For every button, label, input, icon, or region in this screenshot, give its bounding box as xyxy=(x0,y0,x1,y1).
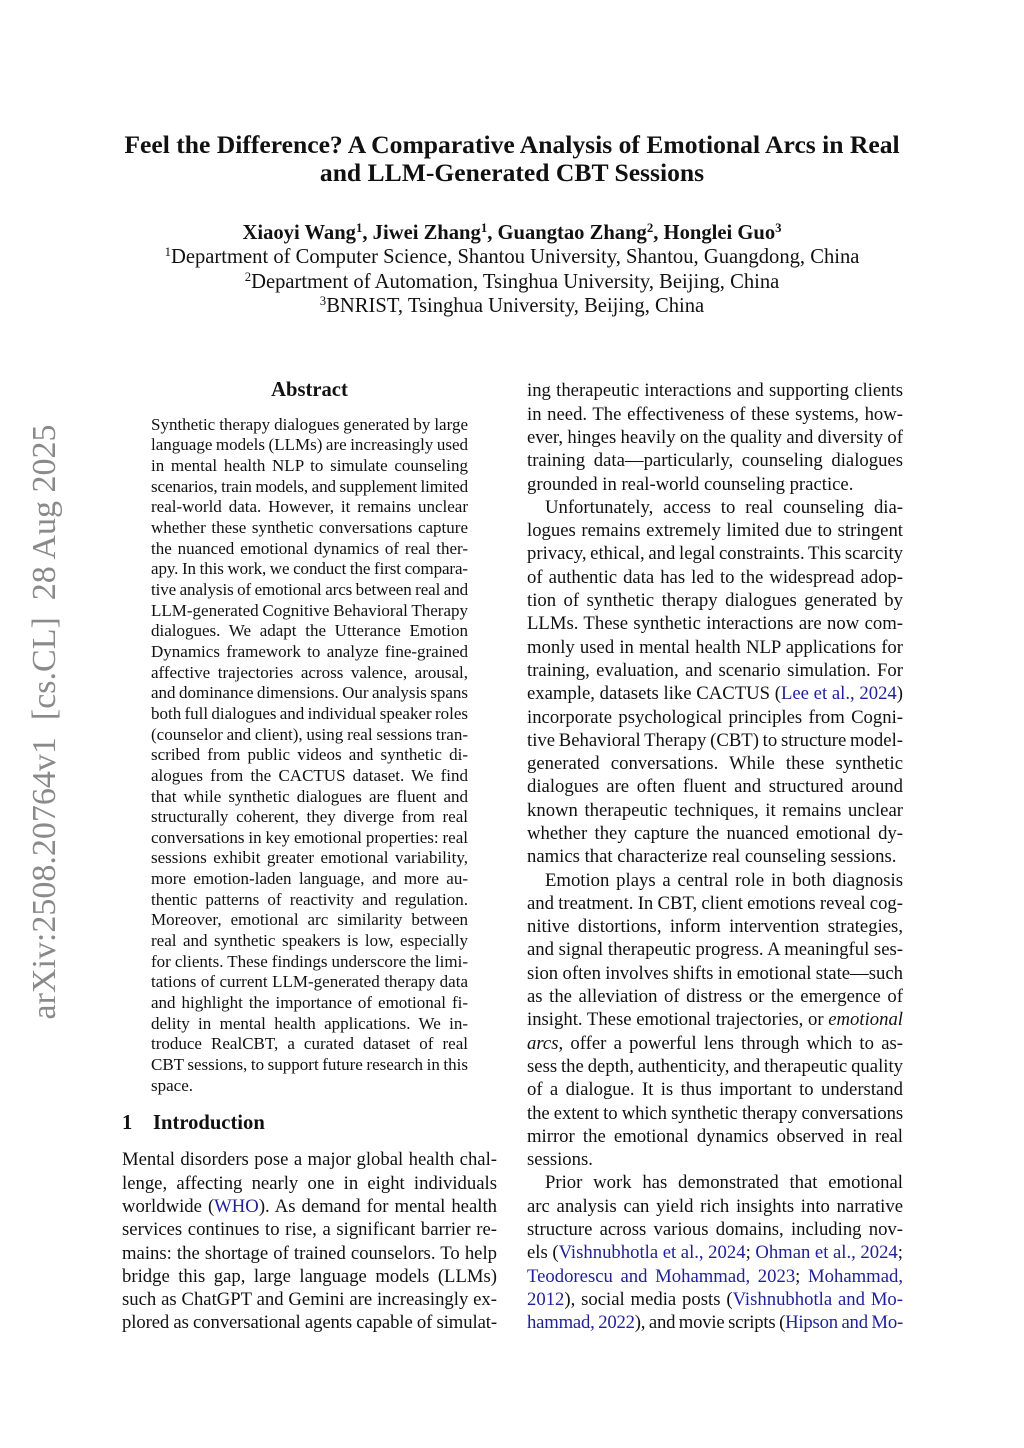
author-name: Xiaoyi Wang xyxy=(242,222,356,244)
author-separator: , xyxy=(362,222,373,244)
text-line: whether these synthetic conversations capture xyxy=(151,517,468,537)
section-number: 1 xyxy=(122,1112,133,1134)
text-line: and highlight the importance of emotional fi- xyxy=(151,993,468,1013)
text-line: in need. The effectiveness of these systems, how- xyxy=(527,403,903,425)
text-line: training, evaluation, and scenario simulation. For xyxy=(527,659,903,681)
text-line: that while synthetic dialogues are fluent and xyxy=(151,786,468,806)
section-title: Introduction xyxy=(153,1112,265,1134)
citation-link[interactable]: Vishnubhotla and Mo- xyxy=(732,1288,903,1310)
text-line: sess the depth, authenticity, and therapeutic quality xyxy=(527,1055,903,1077)
citation-link[interactable]: Vishnubhotla et al., 2024 xyxy=(558,1242,746,1264)
text-line: sion often involves shifts in emotional state—such xyxy=(527,962,903,984)
citation-link[interactable]: Hipson and Mo- xyxy=(785,1312,904,1334)
citation-link[interactable]: Teodorescu and Mohammad, 2023 xyxy=(527,1265,796,1287)
text-line: mirror the emotional dynamics observed in real xyxy=(527,1125,903,1147)
text-line: thentic patterns of reactivity and regulation. xyxy=(151,889,468,909)
text-line: mains: the shortage of trained counselors. To help xyxy=(122,1242,497,1264)
text-line: ever, hinges heavily on the quality and diversity of xyxy=(527,426,903,448)
paragraph xyxy=(527,1171,903,1334)
affiliation-list xyxy=(0,245,1024,319)
text-line: in mental health NLP to simulate counseling xyxy=(151,456,468,475)
affiliation-mark: 1 xyxy=(355,220,363,235)
text-line: sessions. xyxy=(527,1149,593,1171)
text-line: services continues to rise, a significant barrier re- xyxy=(122,1219,497,1241)
text-line: for clients. These findings underscore the limi- xyxy=(151,951,468,971)
emphasized-text: emotional xyxy=(828,1009,903,1031)
text-line: worldwide (WHO). As demand for mental health xyxy=(122,1195,497,1217)
text-line: example, datasets like CACTUS (Lee et al., 2024) xyxy=(527,683,903,705)
text-line: Teodorescu and Mohammad, 2023; Mohammad, xyxy=(527,1265,904,1287)
text-line: apy. In this work, we conduct the first compara- xyxy=(151,559,468,579)
text-line: Prior work has demonstrated that emotional xyxy=(545,1172,903,1194)
author-list xyxy=(0,221,1024,246)
text-line: lenge, affecting nearly one in eight individuals xyxy=(122,1172,497,1194)
text-line: real and synthetic speakers is low, especially xyxy=(151,931,468,951)
emphasized-text: arcs xyxy=(527,1032,559,1054)
text-line: affective trajectories across valence, arousal, xyxy=(151,662,468,682)
text-line: conversations in key emotional properties: real xyxy=(151,827,468,847)
author-separator: , xyxy=(487,222,498,244)
text-line: grounded in real-world counseling practice. xyxy=(527,473,854,495)
citation-link[interactable]: WHO xyxy=(214,1195,259,1217)
text-line: whether they capture the nuanced emotional dy- xyxy=(527,822,903,844)
text-line: LLM-generated Cognitive Behavioral Therapy xyxy=(151,600,468,620)
abstract-body xyxy=(151,415,468,1097)
text-line: arc analysis can yield rich insights into narrative xyxy=(527,1195,903,1217)
text-line: tations of current LLM-generated therapy data xyxy=(151,972,468,992)
affiliation-mark: 1 xyxy=(164,244,171,259)
title-line: Feel the Difference? A Comparative Analysis of Emotional Arcs in Real xyxy=(124,130,900,159)
paragraph xyxy=(527,496,903,869)
affiliation-text: Department of Computer Science, Shantou University, Shantou, Guangdong, China xyxy=(170,246,860,268)
text-line: language models (LLMs) are increasingly used xyxy=(151,435,468,455)
text-line: as the alleviation of distress or the emergence of xyxy=(527,986,903,1008)
introduction-body xyxy=(122,1148,497,1334)
citation-link[interactable]: hammad, 2022 xyxy=(527,1312,635,1334)
affiliation-line xyxy=(0,245,1024,270)
right-column xyxy=(527,379,903,1334)
text-line: delity in mental health applications. We in- xyxy=(151,1013,468,1033)
text-line: Emotion plays a central role in both diagnosis xyxy=(545,869,903,891)
text-line: arcs, offer a powerful lens through which to as- xyxy=(527,1032,903,1054)
text-line: privacy, ethical, and legal constraints. This scarcity xyxy=(527,543,903,565)
text-line: tive Behavioral Therapy (CBT) to structure model- xyxy=(527,729,903,751)
citation-link[interactable]: Ohman et al., 2024 xyxy=(755,1242,898,1264)
text-line: plored as conversational agents capable of simulat- xyxy=(122,1312,497,1334)
arxiv-stamp: arXiv:2508.20764v1 [cs.CL] 28 Aug 2025 xyxy=(26,424,63,1020)
text-line: the nuanced emotional dynamics of real ther- xyxy=(151,538,468,558)
text-line: tion of synthetic therapy dialogues generated by xyxy=(527,590,903,612)
text-line: 2012), social media posts (Vishnubhotla and Mo- xyxy=(527,1288,903,1310)
text-line: such as ChatGPT and Gemini are increasingly ex- xyxy=(122,1289,497,1311)
paragraph xyxy=(527,379,903,495)
affiliation-text: BNRIST, Tsinghua University, Beijing, China xyxy=(326,295,705,317)
text-line: namics that characterize real counseling sessions. xyxy=(527,846,897,868)
paragraph xyxy=(527,869,903,1172)
text-line: els (Vishnubhotla et al., 2024; Ohman et al., 2024; xyxy=(527,1242,903,1264)
text-line: logues remains extremely limited due to stringent xyxy=(527,520,903,542)
text-line: Mental disorders pose a major global health chal- xyxy=(122,1149,497,1171)
abstract-heading: Abstract xyxy=(271,379,348,401)
text-line: and signal therapeutic progress. A meaningful ses- xyxy=(527,939,903,961)
text-line: monly used in mental health NLP applications for xyxy=(527,636,903,658)
text-line: troduce RealCBT, a curated dataset of real xyxy=(151,1034,468,1054)
text-line: and dominance dimensions. Our analysis spans xyxy=(151,683,468,703)
text-line: of a dialogue. It is thus important to understand xyxy=(527,1079,903,1101)
citation-link[interactable]: 2012 xyxy=(527,1288,565,1310)
affiliation-mark: 3 xyxy=(319,293,327,308)
text-line: (counselor and client), using real sessions tran- xyxy=(151,724,468,744)
section-heading xyxy=(122,1111,265,1135)
text-line: space. xyxy=(151,1075,194,1095)
text-line: sessions exhibit greater emotional variability, xyxy=(151,848,468,868)
text-line: real-world data. However, it remains unclear xyxy=(151,497,468,517)
paper-title xyxy=(0,131,1024,187)
text-line: training data—particularly, counseling dialogues xyxy=(527,450,903,472)
text-line: structure across various domains, including nov- xyxy=(527,1219,903,1241)
affiliation-mark: 2 xyxy=(646,220,654,235)
affiliation-line xyxy=(0,294,1024,319)
affiliation-mark: 2 xyxy=(244,269,252,284)
text-line: tive analysis of emotional arcs between real and xyxy=(151,579,468,599)
affiliation-line xyxy=(0,270,1024,295)
text-line: the extent to which synthetic therapy conversations xyxy=(527,1102,903,1124)
author-name: Jiwei Zhang xyxy=(372,222,481,244)
text-line: nitive distortions, inform intervention strategies, xyxy=(527,916,903,938)
affiliation-mark: 3 xyxy=(775,220,782,235)
text-line: scenarios, train models, and supplement limited xyxy=(151,476,468,496)
text-line: and treatment. In CBT, client emotions reveal cog- xyxy=(527,892,903,914)
text-line: dialogues. We adapt the Utterance Emotion xyxy=(151,621,468,641)
text-line: LLMs. These synthetic interactions are now com- xyxy=(527,613,903,635)
text-line: Moreover, emotional arc similarity between xyxy=(151,910,468,930)
text-line: incorporate psychological principles from Cogni- xyxy=(527,706,903,728)
text-line: Dynamics framework to analyze fine-grained xyxy=(151,641,468,661)
text-line: more emotion-laden language, and more au- xyxy=(151,869,468,889)
text-line: generated conversations. While these synthetic xyxy=(527,753,903,775)
text-line: hammad, 2022), and movie scripts (Hipson and Mo- xyxy=(527,1312,904,1334)
text-line: both full dialogues and individual speaker roles xyxy=(151,703,468,723)
text-line: of authentic data has led to the widespread adop- xyxy=(527,566,903,588)
affiliation-text: Department of Automation, Tsinghua University, Beijing, China xyxy=(251,270,780,293)
title-line: and LLM-Generated CBT Sessions xyxy=(319,158,705,187)
citation-link[interactable]: Lee et al., 2024 xyxy=(780,683,897,705)
text-line: known therapeutic techniques, it remains unclear xyxy=(527,799,903,821)
text-line: dialogues are often fluent and structured around xyxy=(527,776,903,798)
affiliation-mark: 1 xyxy=(480,220,488,235)
author-name: Guangtao Zhang xyxy=(497,222,647,244)
text-line: alogues from the CACTUS dataset. We find xyxy=(151,765,468,785)
text-line: insight. These emotional trajectories, or emotional xyxy=(527,1009,903,1031)
author-name: Honglei Guo xyxy=(663,222,776,244)
text-line: ing therapeutic interactions and supporting clients xyxy=(527,380,903,402)
author-separator: , xyxy=(653,222,664,244)
text-line: Synthetic therapy dialogues generated by large xyxy=(151,414,468,434)
text-line: structurally coherent, they diverge from real xyxy=(151,807,468,827)
text-line: Unfortunately, access to real counseling dia- xyxy=(545,496,903,518)
text-line: bridge this gap, large language models (LLMs) xyxy=(122,1265,497,1287)
citation-link[interactable]: Mohammad, xyxy=(808,1265,904,1287)
text-line: scribed from public videos and synthetic di- xyxy=(151,745,468,765)
text-line: CBT sessions, to support future research in this xyxy=(151,1055,468,1075)
